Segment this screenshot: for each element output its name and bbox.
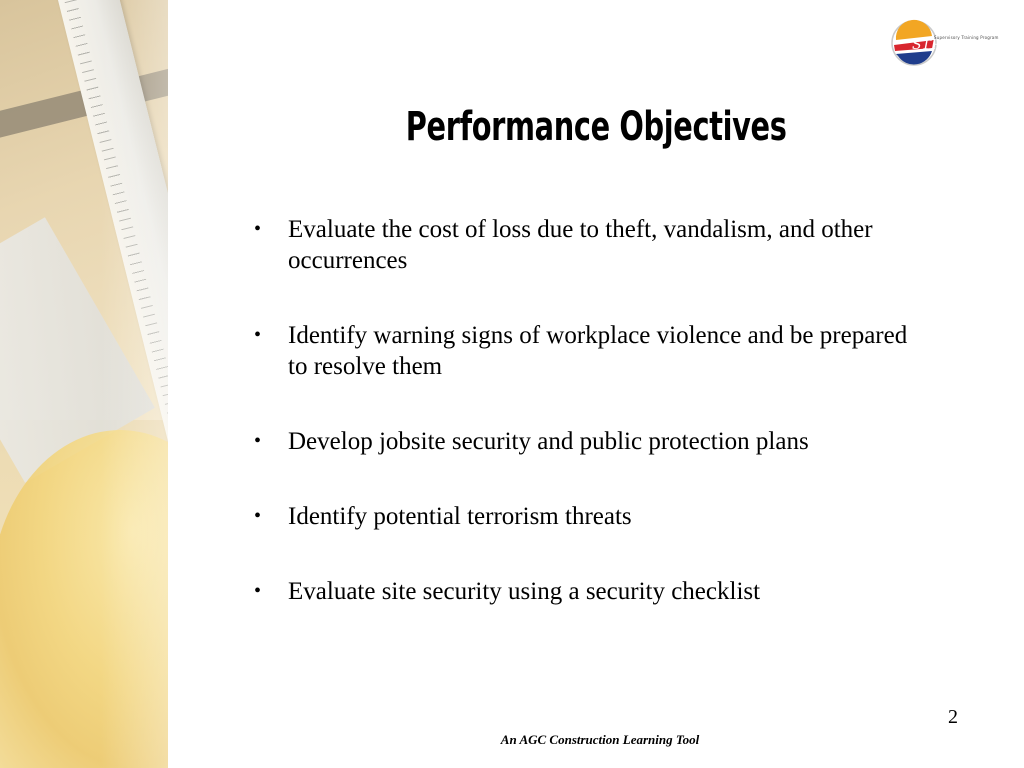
bullet-dot-icon: • [254, 505, 262, 527]
slide-title: Performance Objectives [405, 104, 787, 150]
objectives-list [248, 214, 988, 651]
photo-fade [0, 0, 168, 768]
bullet-text: Develop jobsite security and public protection plans [288, 428, 809, 455]
footer-text: An AGC Construction Learning Tool [500, 732, 700, 747]
bullet-dot-icon: • [254, 324, 262, 346]
bullet-dot-icon: • [254, 580, 262, 602]
side-photo [0, 0, 168, 768]
list-item [248, 576, 988, 607]
bullet-text: Identify potential terrorism threats [288, 503, 632, 530]
bullet-dot-icon: • [254, 430, 262, 452]
list-item [248, 214, 988, 276]
list-item [248, 320, 988, 382]
list-item [248, 501, 988, 532]
logo-text: Supervisory Training Program [934, 35, 999, 40]
bullet-text: Identify warning signs of workplace violence and be prepared to resolve them [288, 322, 908, 380]
stp-logo [890, 18, 1014, 68]
stp-logo-icon [890, 18, 938, 68]
bullet-text: Evaluate the cost of loss due to theft, vandalism, and other occurrences [288, 216, 873, 274]
bullet-dot-icon: • [254, 218, 262, 240]
logo-initials: STP [912, 37, 938, 53]
list-item [248, 426, 988, 457]
bullet-text: Evaluate site security using a security checklist [288, 578, 761, 605]
page-number: 2 [948, 706, 958, 728]
